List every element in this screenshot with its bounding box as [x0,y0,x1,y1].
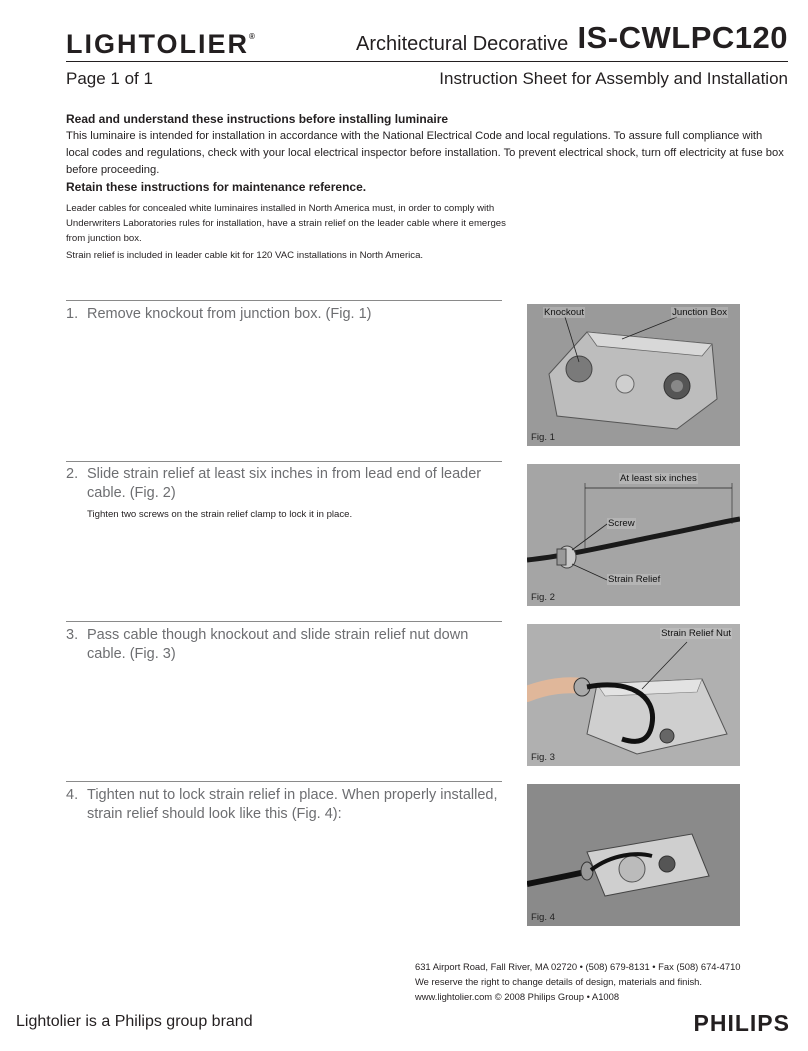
step-text: Remove knockout from junction box. (Fig. 1) [87,306,372,322]
strain-relief-note: Strain relief is included in leader cable kit for 120 VAC installations in North America. [66,250,424,261]
figure-4-photo [527,784,740,926]
callout-knockout: Knockout [544,307,585,318]
step-2-detail: Tighten two screws on the strain relief clamp to lock it in place. [87,509,353,520]
intro-body: This luminaire is intended for installation in accordance with the National Electrical Code and local regulations. To assure full compliance with local codes and regulations, check with your local electrical inspector before installation. To prevent electrical shock, turn off electricity at fuse box before proceeding. [66,130,784,176]
lightolier-logo: LIGHTOLIER® [66,29,255,59]
footer-website: www.lightolier.com © 2008 Philips Group • A1008 [415,991,620,1002]
step-rule [66,300,502,301]
intro-block [66,111,788,196]
cable-through-knockout-illustration [527,624,740,766]
intro-heading: Read and understand these instructions before installing luminaire [66,112,449,126]
callout-junction-box: Junction Box [672,307,727,318]
figure-label: Fig. 4 [531,912,555,923]
figure-label: Fig. 2 [531,592,555,603]
step-number: 4. [66,787,79,803]
brand-statement: Lightolier is a Philips group brand [16,1013,253,1030]
step-number: 2. [66,466,79,482]
product-series: Architectural Decorative [356,33,569,55]
step-text: Pass cable though knockout and slide strain relief nut down cable. (Fig. 3) [87,627,469,662]
document-header [66,20,788,60]
page-number: Page 1 of 1 [66,69,153,88]
figure-label: Fig. 1 [531,432,555,443]
footer-address: 631 Airport Road, Fall River, MA 02720 • (508) 679-8131 • Fax (508) 674-4710 [415,961,741,972]
model-number: IS-CWLPC120 [577,20,788,55]
step-1 [66,305,506,324]
figure-1-photo [527,304,740,446]
figure-2-photo [527,464,740,606]
step-rule [66,781,502,782]
step-number: 3. [66,627,79,643]
callout-screw: Screw [608,518,635,529]
header-rule [66,61,788,62]
callout-six-inches: At least six inches [620,473,697,484]
philips-logo: PHILIPS [693,1010,790,1036]
figure-label: Fig. 3 [531,752,555,763]
step-text: Tighten nut to lock strain relief in place. When properly installed, strain relief should look like this (Fig. 4): [87,787,498,822]
leader-cable-note: Leader cables for concealed white luminaires installed in North America must, in order to comply with Underwriters Laboratories rules for installation, have a strain relief on the leader cable where it emerges from junction box. [66,203,506,244]
sheet-title: Instruction Sheet for Assembly and Installation [439,69,788,88]
step-text: Slide strain relief at least six inches in from lead end of leader cable. (Fig. 2) [87,466,482,501]
footer-disclaimer: We reserve the right to change details of design, materials and finish. [415,976,702,987]
retain-notice: Retain these instructions for maintenance reference. [66,180,367,194]
callout-strain-relief: Strain Relief [608,574,661,585]
callout-strain-relief-nut: Strain Relief Nut [661,628,731,639]
step-3 [66,626,506,664]
footer-contact [415,959,741,1004]
installed-strain-relief-illustration [527,784,740,926]
step-rule [66,461,502,462]
step-4 [66,786,506,824]
step-number: 1. [66,306,79,322]
step-2 [66,465,506,503]
junction-box-illustration [527,304,740,446]
step-rule [66,621,502,622]
figure-3-photo [527,624,740,766]
